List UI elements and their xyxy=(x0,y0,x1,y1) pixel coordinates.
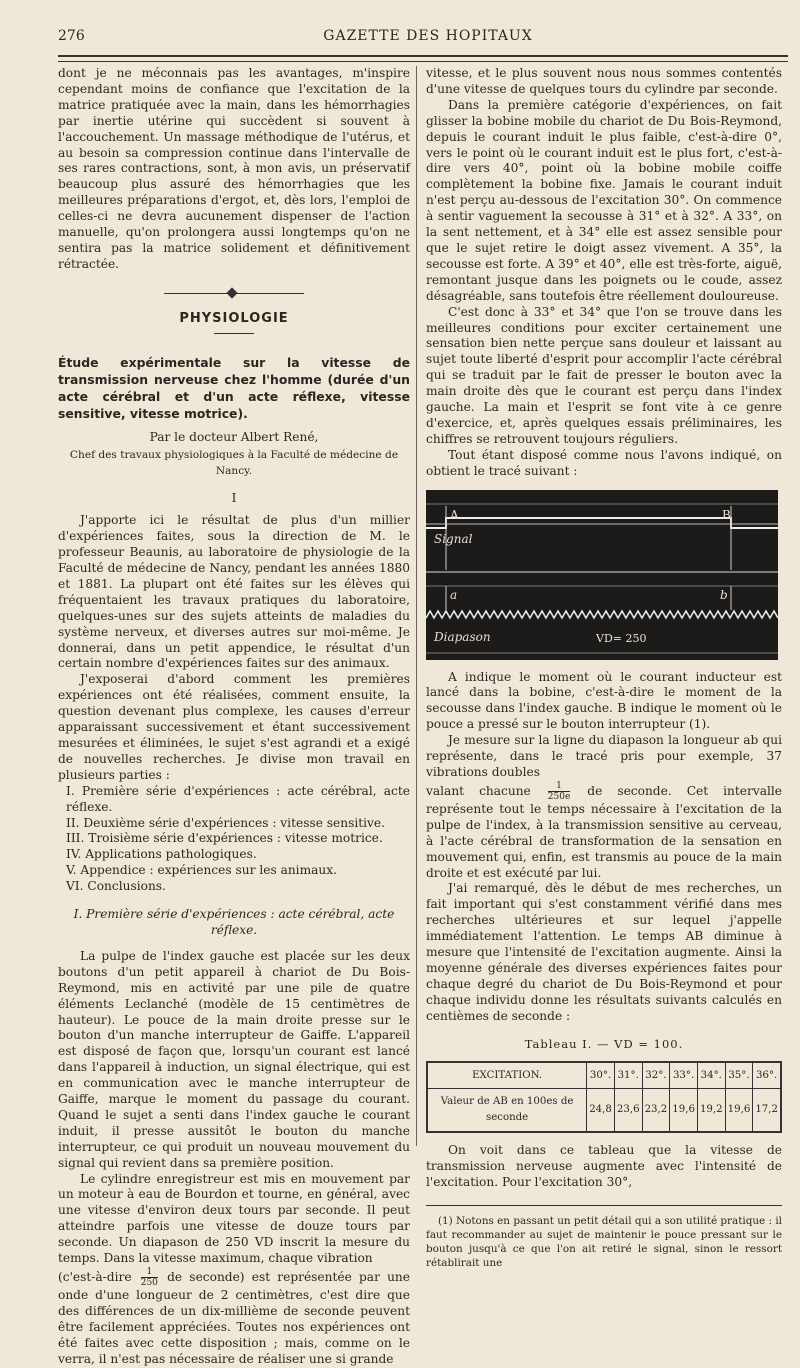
section-rule xyxy=(214,333,254,334)
results-table xyxy=(426,1061,782,1134)
paragraph: Tout étant disposé comme nous l'avons indiqué, on obtient le tracé suivant : xyxy=(426,447,782,478)
vd-label: VD= 250 xyxy=(596,631,647,645)
list-item: V. Appendice : expériences sur les animaux. xyxy=(66,863,338,878)
diapason-wave xyxy=(426,611,778,618)
list-item: VI. Conclusions. xyxy=(66,879,166,894)
table-header-cell: 34°. xyxy=(697,1062,725,1089)
paragraph: A indique le moment où le courant inducteur est lancé dans la bobine, c'est-à-dire le moment de la secousse dans l'index gauche. B indique le moment où le pouce a pressé sur le bouton interrupteur (1). xyxy=(426,669,782,732)
page-number: 276 xyxy=(58,28,85,44)
label-b-upper: B xyxy=(722,507,731,522)
table-cell: 19,6 xyxy=(670,1089,698,1132)
paragraph: dont je ne méconnais pas les avantages, m'inspire cependant moins de confiance que l'excitation de la matrice pratiquée avec la main, dans les hémorrhagies par inertie utérine qui succèdent si souvent à l'accouchement. Un massage méthodique de l'utérus, et au besoin sa compression continue dans l'intervalle de ses rares contractions, sont, à mon avis, un préservatif beaucoup plus assuré des hémorrhagies que les meilleures préparations d'ergot, et, dès lors, l'emploi de celles-ci ne devra aucunement dispenser de l'action manuelle, qu'on prolongera aussi longtemps qu'on ne sentira pas la matrice solidement et définitivement rétractée. xyxy=(58,66,410,271)
footnote-rule xyxy=(426,1205,782,1206)
right-column xyxy=(426,66,782,1270)
column-divider xyxy=(416,66,417,1146)
author-role: Chef des travaux physiologiques à la Faculté de médecine de Nancy. xyxy=(69,448,399,477)
parts-list xyxy=(58,784,410,895)
table-header-cell: 32°. xyxy=(642,1062,670,1089)
left-column xyxy=(58,66,410,1368)
section-number: I xyxy=(231,491,237,506)
footnote: (1) Notons en passant un petit détail qui a son utilité pratique : il faut recommander au sujet de maintenir le pouce pressant sur le bouton jusqu'à ce que l'on ait retiré le signal, sinon le ressort rétablirait une xyxy=(426,1214,782,1269)
table-header-cell: 36°. xyxy=(753,1062,781,1089)
journal-title: GAZETTE DES HOPITAUX xyxy=(323,28,533,44)
paragraph: La pulpe de l'index gauche est placée sur les deux boutons d'un petit appareil à chariot de Du Bois-Reymond, mis en activité par une pile de quatre éléments Leclanché (modèle de 15 centimètres de hauteur). Le pouce de la main droite presse sur le bouton d'un manche interrupteur de Gaiffe. L'appareil est disposé de façon que, lorsqu'un courant est lancé dans l'appareil à induction, un signal électrique, qui est en communication avec le manche interrupteur de Gaiffe, marque le moment du passage du courant. Quand le sujet a senti dans l'index gauche le courant induit, il presse aussitôt le bouton du manche interrupteur, ce qui produit un nouveau mouvement du signal qui revient dans sa première position. xyxy=(58,948,410,1170)
table-cell: 19,2 xyxy=(697,1089,725,1132)
table-cell: 24,8 xyxy=(587,1089,615,1132)
subsection-title: I. Première série d'expériences : acte cérébral, acte réflexe. xyxy=(73,907,395,937)
header-rule xyxy=(58,55,788,62)
paragraph: J'ai remarqué, dès le début de mes recherches, un fait important qui s'est constamment vérifié dans mes recherches ultérieures et sur lequel j'appelle immédiatement l'attention. Le temps AB diminue à mesure que l'intensité de l'excitation augmente. Ainsi la moyenne générale des diverses expériences faites pour chaque degré du chariot de Du Bois-Reymond et pour chaque individu donne les résultats suivants calculés en centièmes de seconde : xyxy=(426,881,782,1023)
table-row-label: Valeur de AB en 100es de seconde xyxy=(427,1089,587,1132)
paragraph: Je mesure sur la ligne du diapason la longueur ab qui représente, dans le tracé pris pour exemple, 37 vibrations doubles xyxy=(426,733,782,779)
table-header-cell: 33°. xyxy=(670,1062,698,1089)
article-title: Étude expérimentale sur la vitesse de transmission nerveuse chez l'homme (durée d'un acte cérébral et d'un acte réflexe, vitesse sensitive, vitesse motrice). xyxy=(58,354,410,421)
label-b-lower: b xyxy=(720,587,728,602)
paragraph: Dans la première catégorie d'expériences, on fait glisser la bobine mobile du chariot de Du Bois-Reymond, depuis le courant induit le plus faible, c'est-à-dire 0°, vers le point où le courant induit est le plus fort, c'est-à-dire vers 40°, point où la bobine mobile coiffe complètement la bobine fixe. Jamais le courant induit n'est perçu au-dessous de l'excitation 30°. On commence à sentir vaguement la secousse à 31° et à 32°. A 33°, on la sent nettement, et à 34° elle est assez sensible pour que le sujet retire le doigt assez vivement. A 35°, la secousse est forte. A 39° et 40°, elle est très-forte, aiguë, remontant jusque dans les poignets ou le coude, assez désagréable, sans toutefois être réellement douloureuse. xyxy=(426,97,782,303)
paragraph: J'exposerai d'abord comment les premières expériences ont été réalisées, comment ensuite, la question devenant plus complexe, les causes d'erreur apparaissant successivement et étant successivement mesurées et éliminées, le sujet s'est agrandi et a exigé de nouvelles recherches. Je divise mon travail en plusieurs parties : xyxy=(58,672,410,782)
fraction: $\frac{1}{250e}$ xyxy=(547,780,571,802)
table-row xyxy=(427,1089,781,1132)
ornament-divider xyxy=(164,289,304,297)
table-header-cell: 31°. xyxy=(614,1062,642,1089)
paragraph: valant chacune $\frac{1}{250e}$ de seconde. Cet intervalle représente tout le temps nécessaire à l'excitation de la pulpe de l'index, à la transmission sensitive au cerveau, à l'acte cérébral de transformation de la sensation en mouvement qui, enfin, est transmis au pouce de la main droite et est exécuté par lui. xyxy=(426,780,782,880)
paragraph: J'apporte ici le résultat de plus d'un millier d'expériences faites, sous la direction de M. le professeur Beaunis, au laboratoire de physiologie de la Faculté de médecine de Nancy, pendant les années 1880 et 1881. La plupart ont été faites sur les élèves qui fréquentaient les travaux pratiques du laboratoire, quelques-unes sur des sujets atteints de maladies du système nerveux, et diverses autres sur moi-même. Je donnerai, dans un petit appendice, le résultat d'un certain nombre d'expériences faites sur des animaux. xyxy=(58,513,410,671)
author: Par le docteur Albert René, xyxy=(149,429,319,444)
paragraph: vitesse, et le plus souvent nous nous sommes contentés d'une vitesse de quelques tours du cylindre par seconde. xyxy=(426,66,782,96)
list-item: II. Deuxième série d'expériences : vitesse sensitive. xyxy=(66,815,386,830)
diapason-label: Diapason xyxy=(434,629,491,644)
trace-figure xyxy=(426,490,778,660)
list-item: IV. Applications pathologiques. xyxy=(66,847,257,862)
table-header-label: EXCITATION. xyxy=(427,1062,587,1089)
fraction: $\frac{1}{250}$ xyxy=(140,1267,158,1288)
table-header-row xyxy=(427,1062,781,1089)
table-cell: 23,2 xyxy=(642,1089,670,1132)
table-cell: 23,6 xyxy=(614,1089,642,1132)
page-header xyxy=(58,28,788,48)
signal-label: Signal xyxy=(434,531,473,546)
table-cell: 17,2 xyxy=(753,1089,781,1132)
list-item: I. Première série d'expériences : acte cérébral, acte réflexe. xyxy=(66,783,410,814)
label-a-upper: A xyxy=(450,507,459,522)
paragraph: Le cylindre enregistreur est mis en mouvement par un moteur à eau de Bourdon et tourne, en général, avec une vitesse d'environ deux tours par seconde. Il peut atteindre parfois une vitesse de douze tours par seconde. Un diapason de 250 VD inscrit la mesure du temps. Dans la vitesse maximum, chaque vibration xyxy=(58,1171,410,1266)
label-a-lower: a xyxy=(450,587,458,602)
paragraph: On voit dans ce tableau que la vitesse de transmission nerveuse augmente avec l'intensité de l'excitation. Pour l'excitation 30°, xyxy=(426,1143,782,1190)
table-header-cell: 35°. xyxy=(725,1062,753,1089)
list-item: III. Troisième série d'expériences : vitesse motrice. xyxy=(66,831,383,846)
paragraph: C'est donc à 33° et 34° que l'on se trouve dans les meilleures conditions pour exciter certainement une sensation bien nette perçue sans douleur et laissant au sujet toute liberté d'esprit pour accomplir l'acte cérébral qui se traduit par le fait de presser le bouton avec la main droite dès que le courant est perçu dans l'index gauche. La main et l'esprit se font vite à ce genre d'exercice, et, après quelques essais préliminaires, les chiffres se retrouvent toujours réguliers. xyxy=(426,304,782,446)
table-header-cell: 30°. xyxy=(587,1062,615,1089)
section-title: PHYSIOLOGIE xyxy=(179,310,289,326)
paragraph: (c'est-à-dire $\frac{1}{250}$ de seconde) est représentée par une onde d'une longueur de 2 centimètres, c'est dire que des différences de un dix-millième de seconde peuvent être facilement appréciées. Toutes nos expériences ont été faites avec cette disposition ; mais, comme on le verra, il n'est pas nécessaire de réaliser une si grande xyxy=(58,1267,410,1366)
table-cell: 19,6 xyxy=(725,1089,753,1132)
table-title: Tableau I. — VD = 100. xyxy=(524,1036,684,1051)
